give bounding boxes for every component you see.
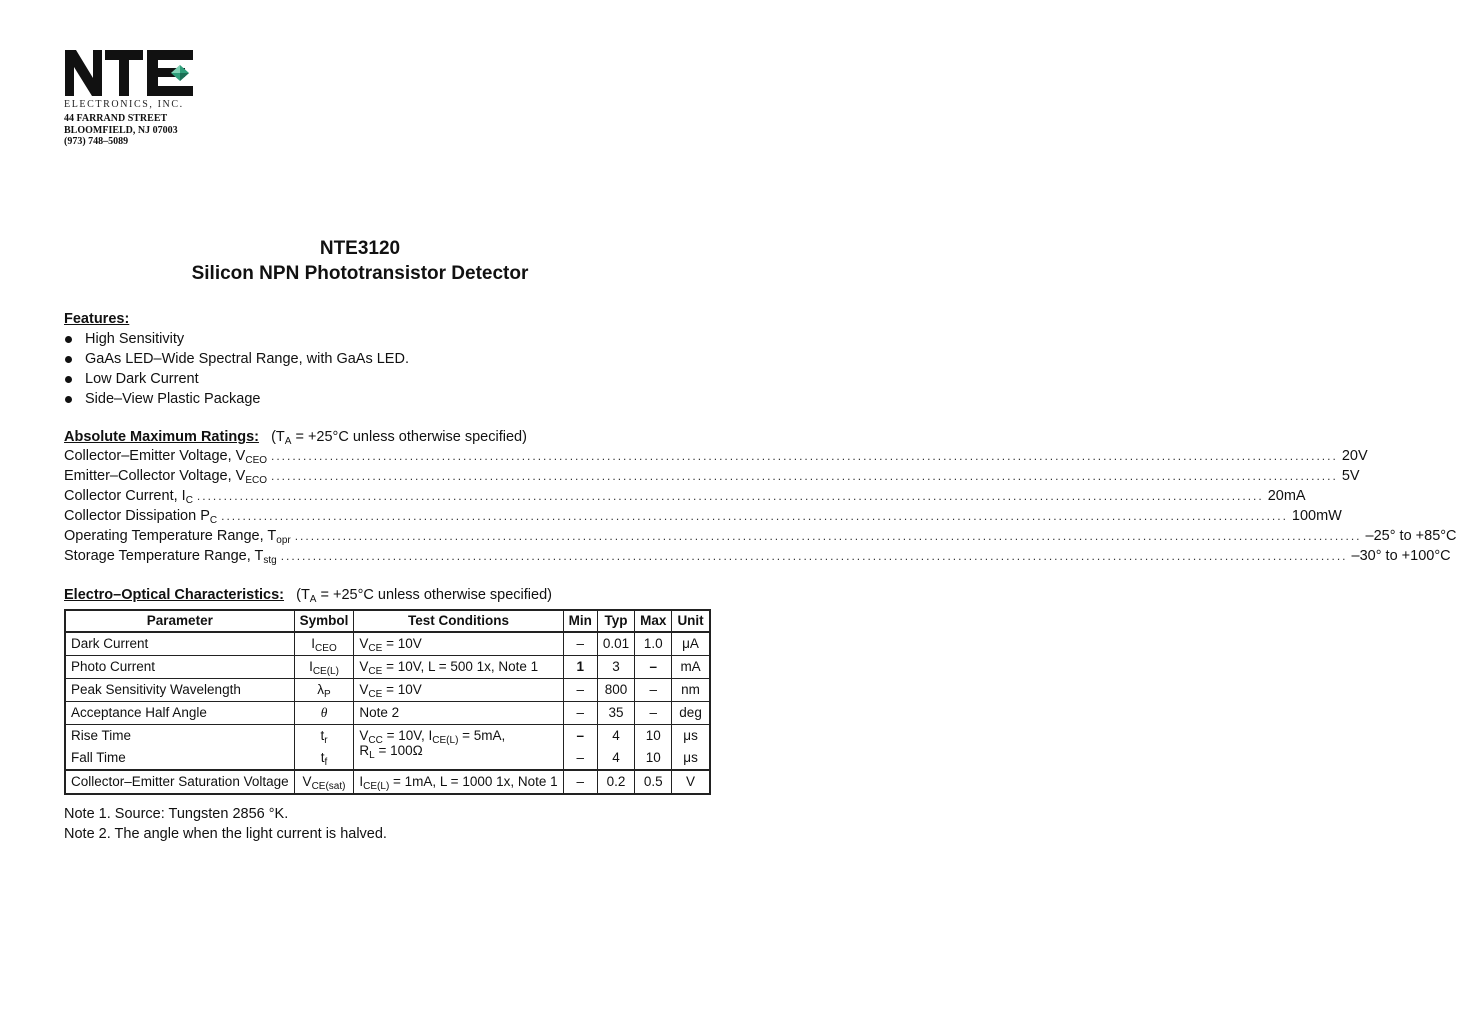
- leader-dots: ........................................................................................................................................................................................................: [221, 509, 1288, 523]
- table-row: Peak Sensitivity Wavelength $\lambda_P$ $V_{CE} = 10V$ – 800 – nm: [65, 679, 710, 702]
- col-typ: Typ: [597, 610, 634, 632]
- table-row: Rise Time $t_r$ $V_{CC} = 10V$, $I_{CE(L)} = 5mA$, $R_L = 100\Omega$ – 4 10 μs: [65, 725, 710, 748]
- leader-dots: ........................................................................................................................................................................................................: [271, 449, 1338, 463]
- table-row: Collector–Emitter Saturation Voltage $V_{CE(sat)}$ $I_{CE(L)} = 1mA$, L = 1000 1x, Note 1 – 0.2 0.5 V: [65, 770, 710, 794]
- address-phone: (973) 748–5089: [64, 136, 129, 147]
- table-row: Acceptance Half Angle θ Note 2 – 35 – deg: [65, 702, 710, 725]
- col-test-conditions: Test Conditions: [354, 610, 563, 632]
- ratings-list: [64, 446, 1457, 566]
- rating-row: Operating Temperature Range, $T_{opr}$ ........................................................................................................................................................................................................ –25° to +85°C: [64, 528, 1457, 546]
- note-1: Note 1. Source: Tungsten 2856 °K.: [64, 806, 289, 822]
- col-symbol: Symbol: [294, 610, 354, 632]
- ratings-condition: ($T_A = +25^\circ C$ unless otherwise specified): [271, 429, 527, 447]
- table-row: Dark Current $I_{CEO}$ $V_{CE} = 10V$ – 0.01 1.0 μA: [65, 632, 710, 656]
- rating-row: Collector Current, $I_C$ ........................................................................................................................................................................................................ 20mA: [64, 488, 1306, 506]
- company-address: [64, 113, 178, 148]
- nte-logo-graphic: [63, 46, 198, 100]
- eo-condition: ($T_A = +25^\circ C$ unless otherwise specified): [296, 587, 552, 605]
- bullet-icon: [65, 396, 72, 403]
- rating-row: Collector Dissipation $P_C$ ........................................................................................................................................................................................................ 100mW: [64, 508, 1342, 526]
- document-title: [0, 236, 720, 286]
- address-street: 44 FARRAND STREET: [64, 113, 168, 124]
- bullet-icon: [65, 376, 72, 383]
- col-unit: Unit: [672, 610, 710, 632]
- table-header-row: [65, 610, 710, 632]
- table-row: Photo Current $I_{CE(L)}$ $V_{CE} = 10V$, L = 500 1x, Note 1 1 3 – mA: [65, 656, 710, 679]
- leader-dots: ........................................................................................................................................................................................................: [271, 469, 1338, 483]
- part-number: NTE3120: [319, 238, 401, 259]
- col-min: Min: [563, 610, 597, 632]
- leader-dots: ........................................................................................................................................................................................................: [294, 529, 1362, 543]
- nte-logo: [63, 46, 198, 100]
- rating-row: Emitter–Collector Voltage, $V_{ECO}$ ........................................................................................................................................................................................................ 5V: [64, 468, 1360, 486]
- col-parameter: Parameter: [65, 610, 294, 632]
- table-row: Fall Time $t_f$ – 4 10 μs: [65, 747, 710, 770]
- features-heading: Features:: [64, 311, 130, 327]
- part-description: Silicon NPN Phototransistor Detector: [191, 263, 529, 284]
- address-city: BLOOMFIELD, NJ 07003: [64, 124, 178, 136]
- rating-row: Collector–Emitter Voltage, $V_{CEO}$ ........................................................................................................................................................................................................ 20V: [64, 448, 1368, 466]
- note-2: Note 2. The angle when the light current is halved.: [64, 826, 387, 842]
- leader-dots: ........................................................................................................................................................................................................: [280, 549, 1348, 563]
- feature-item: High Sensitivity: [64, 329, 409, 349]
- bullet-icon: [65, 336, 72, 343]
- eo-heading: Electro–Optical Characteristics: ($T_A = +25^\circ C$ unless otherwise specified): [64, 587, 552, 605]
- feature-item: Side–View Plastic Package: [64, 389, 409, 409]
- feature-item: GaAs LED–Wide Spectral Range, with GaAs LED.: [64, 349, 409, 369]
- leader-dots: ........................................................................................................................................................................................................: [196, 489, 1264, 503]
- notes: [64, 804, 387, 844]
- bullet-icon: [65, 356, 72, 363]
- rating-row: Storage Temperature Range, $T_{stg}$ ........................................................................................................................................................................................................ –30° to +100°C: [64, 548, 1451, 566]
- col-max: Max: [635, 610, 672, 632]
- features-list: [64, 329, 409, 409]
- feature-item: Low Dark Current: [64, 369, 409, 389]
- company-name: ELECTRONICS, INC.: [64, 99, 184, 110]
- ratings-heading: Absolute Maximum Ratings: ($T_A = +25^\circ C$ unless otherwise specified): [64, 429, 527, 447]
- rise-fall-conditions: $V_{CC} = 10V$, $I_{CE(L)} = 5mA$, $R_L = 100\Omega$: [354, 725, 563, 771]
- eo-table: [64, 609, 711, 795]
